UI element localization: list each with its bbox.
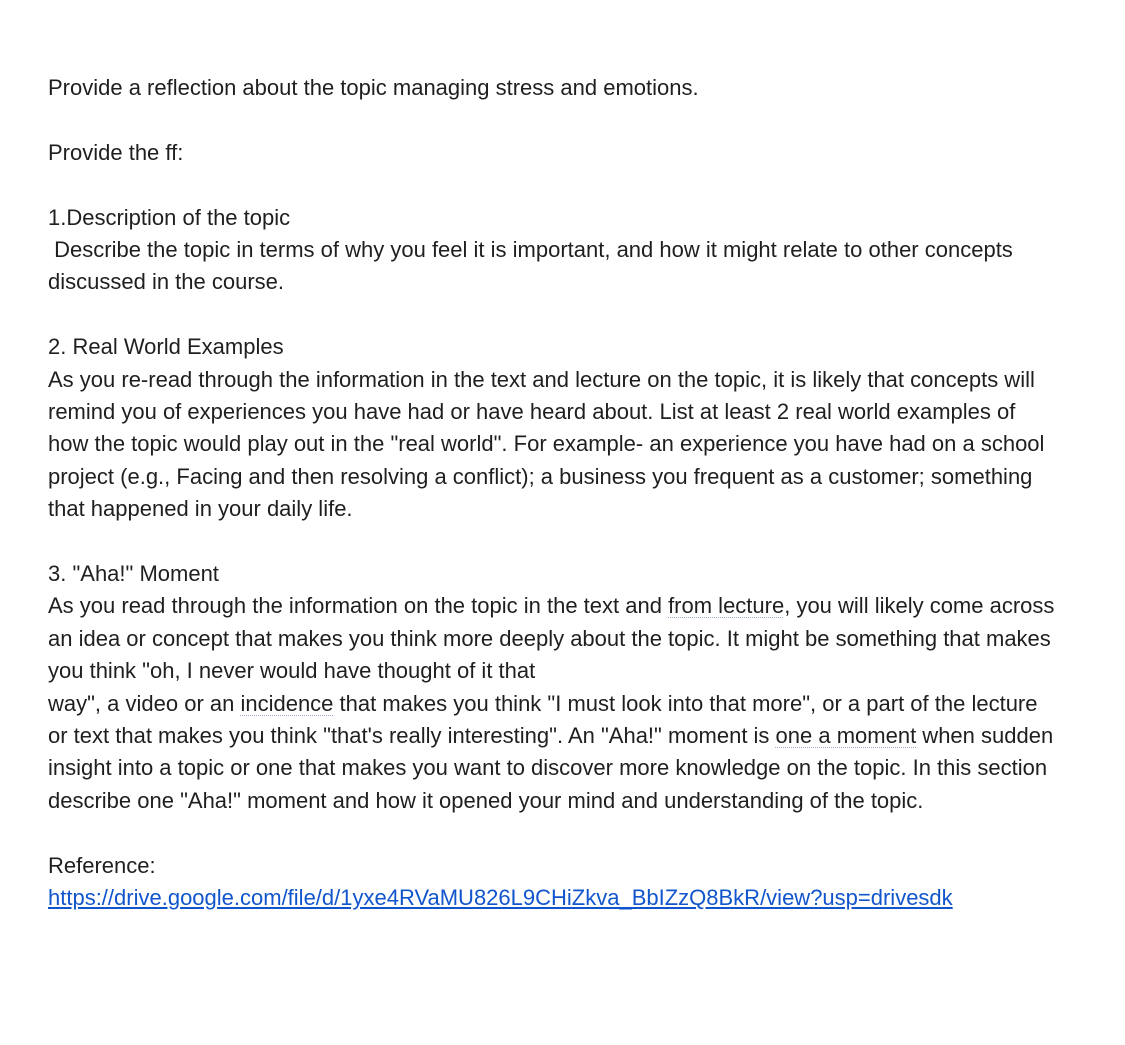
section-1-heading: 1.Description of the topic: [48, 204, 291, 230]
spacer: [48, 526, 1058, 558]
section-3-text: that makes you think "I must look into that more", or a part of the lecture or text that makes you think "that's really interesting". An "Aha!" moment is: [48, 690, 1044, 749]
intro-paragraph: Provide a reflection about the topic managing stress and emotions.: [48, 75, 699, 100]
section-1-body: Describe the topic in terms of why you feel it is important, and how it might relate to other concepts discussed in the course.: [48, 237, 1019, 295]
section-3-text: , you will likely come across an idea or concept that makes you think more deeply about the topic. It might be something that makes you think "oh, I never would have thought of it that: [48, 593, 1061, 684]
section-3-body: [48, 590, 1061, 817]
reference-link[interactable]: https://drive.google.com/file/d/1yxe4RVaMU826L9CHiZkva_BbIZzQ8BkR/view?usp=drivesdk: [48, 885, 953, 911]
section-3-text: As you read through the information on the topic in the text and: [48, 593, 669, 619]
spacer: [48, 817, 1058, 849]
section-2-body: As you re-read through the information in the text and lecture on the topic, it is likely that concepts will remind you of experiences you have had or have heard about. List at least 2 real world examples of how the topic would play out in the "real world". For example- an experience you have had on a school project (e.g., Facing and then resolving a conflict); a business you frequent as a customer; something that happened in your daily life.: [48, 366, 1051, 522]
spacer: [48, 104, 1058, 136]
spelling-suggestion-one-a-moment[interactable]: one a moment: [775, 723, 917, 749]
section-3-text: way", a video or an: [48, 690, 241, 716]
section-3-heading: 3. "Aha!" Moment: [48, 561, 219, 587]
section-3-text: when sudden insight into a topic or one that makes you want to discover more knowledge on the topic. In this section describe one "Aha!" moment and how it opened your mind and understanding of the topic.: [48, 723, 1060, 813]
spacer: [48, 169, 1058, 201]
provide-heading: Provide the ff:: [48, 139, 184, 165]
reference-label: Reference:: [48, 852, 156, 878]
section-2-heading: 2. Real World Examples: [48, 334, 284, 360]
document-body: [48, 72, 1061, 914]
spelling-suggestion-from-lecture[interactable]: from lecture: [668, 593, 785, 619]
spacer: [48, 299, 1058, 331]
reference-link-container: [48, 882, 1058, 914]
spelling-suggestion-incidence[interactable]: incidence: [240, 690, 334, 716]
